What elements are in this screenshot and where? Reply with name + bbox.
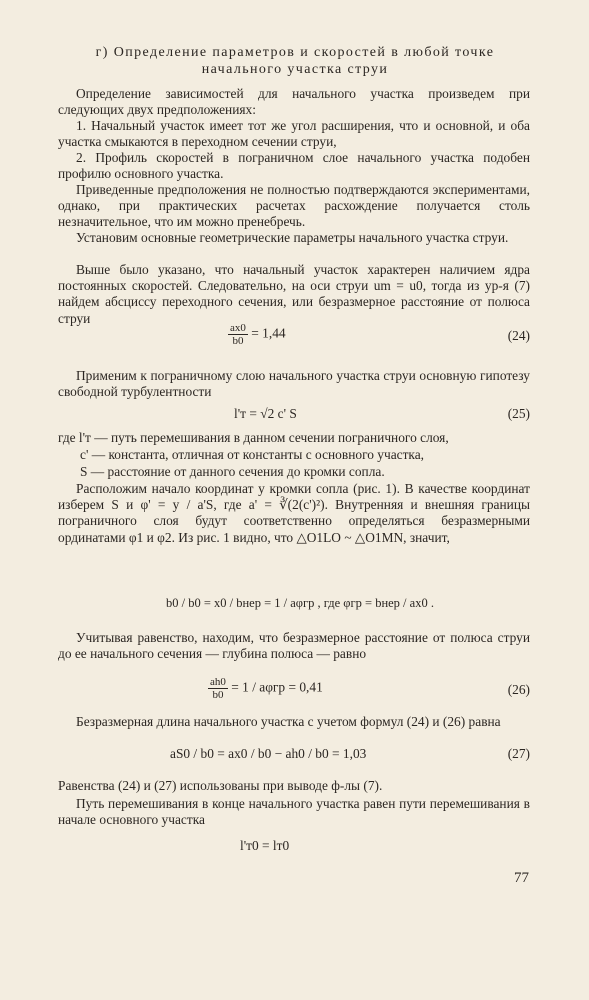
heading-line-1: г) Определение параметров и скоростей в любой точке [95, 45, 495, 60]
paragraph-12: Равенства (24) и (27) использованы при выводе ф-лы (7). [58, 778, 383, 793]
eq26-label: (26) [507, 682, 530, 697]
eq27-expression: aS0 / b0 = ax0 / b0 − ah0 / b0 = 1,03 [170, 746, 367, 761]
paragraph-7: Применим к пограничному слою начального участка струи основную гипотезу свободной турбулентности [58, 368, 530, 400]
paragraph-3: 2. Профиль скоростей в пограничном слое начального участка подобен профилю основного участка. [58, 150, 530, 182]
heading-line-2: начального участка струи [201, 62, 389, 77]
paragraph-8a: где l'т — путь перемешивания в данном сечении пограничного слоя, [58, 430, 449, 445]
eq25-expression: l'т = √2 c' S [234, 406, 297, 421]
page-number: 77 [514, 870, 529, 886]
eq25-label: (25) [507, 406, 530, 421]
eq24-numerator: ax0 [230, 322, 246, 334]
paragraph-8b: c' — константа, отличная от константы с основного участка, [80, 447, 425, 462]
paragraph-6: Выше было указано, что начальный участок характерен наличием ядра постоянных скоростей. Следовательно, на оси струи um = u0, тогда из ур-я (7) найдем абсциссу переходного сечения, или безразмерное расстояние от полюса струи [58, 262, 530, 326]
eq28-expression: l'т0 = lт0 [240, 838, 290, 853]
eq26-denominator: b0 [212, 689, 224, 701]
paragraph-10: Учитывая равенство, находим, что безразмерное расстояние от полюса струи до ее начального сечения — глубина полюса — равно [58, 630, 530, 662]
section-heading [40, 44, 550, 78]
eqA-expression: b0 / b0 = x0 / bнер = 1 / aφгр , где φгр = bнер / ax0 . [166, 596, 434, 610]
paragraph-9: Расположим начало координат у кромки сопла (рис. 1). В качестве координат изберем S и φ' = y / a'S, где a' = ∛(2(c')²). Внутренняя и внешняя границы пограничного слоя будут соответственно определяться безразмерными ординатами φ1 и φ2. Из рис. 1 видно, что △O1LO ~ △O1MN, значит, [58, 481, 530, 545]
eq26-numerator: ah0 [210, 676, 226, 688]
eq24-label: (24) [507, 328, 530, 343]
paragraph-8c: S — расстояние от данного сечения до кромки сопла. [80, 464, 385, 479]
eq27-label: (27) [507, 746, 530, 761]
eq26-rhs: = 1 / aφгр = 0,41 [231, 679, 323, 695]
paragraph-4: Приведенные предположения не полностью подтверждаются экспериментами, однако, при практических расчетах расхождение получается столь незначительное, что им можно пренебречь. [58, 182, 530, 230]
paragraph-11: Безразмерная длина начального участка с учетом формул (24) и (26) равна [76, 714, 501, 729]
paragraph-1: Определение зависимостей для начального участка произведем при следующих двух предположениях: [58, 86, 530, 118]
eq24-denominator: b0 [232, 335, 244, 347]
eq24-rhs: = 1,44 [251, 325, 286, 341]
paragraph-5: Установим основные геометрические параметры начального участка струи. [76, 230, 509, 245]
paragraph-13: Путь перемешивания в конце начального участка равен пути перемешивания в начале основного участка [58, 796, 530, 828]
paragraph-2: 1. Начальный участок имеет тот же угол расширения, что и основной, и оба участка смыкаются в переходном сечении струи, [58, 118, 530, 150]
